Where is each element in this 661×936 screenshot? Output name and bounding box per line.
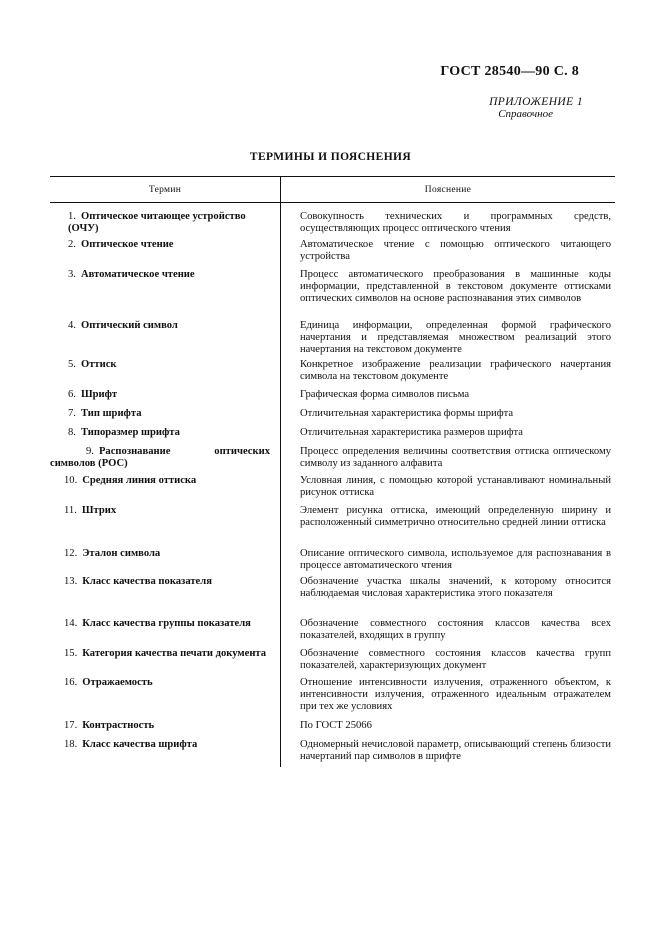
table-row [50, 475, 615, 499]
column-header-explanation: Пояснение [280, 177, 615, 202]
column-header-term: Термин [148, 184, 182, 195]
explanation-cell: Элемент рисунка оттиска, имеющий определенную ширину и расположенный симметрично относительно средней линии оттиска [300, 505, 611, 528]
explanation-cell: Конкретное изображение реализации графического начертания символа на текстовом документе [300, 359, 611, 382]
term-cell [50, 475, 280, 499]
term-cell [50, 648, 280, 672]
page-title: ТЕРМИНЫ И ПОЯСНЕНИЯ [249, 151, 412, 163]
term-text: Тип шрифта [80, 408, 142, 419]
term-text: Класс качества группы показателя [82, 618, 251, 629]
explanation-cell: Обозначение участка шкалы значений, к которому относится наблюдаемая числовая характеристика этого показателя [300, 576, 611, 599]
appendix-sublabel: Справочное [498, 108, 553, 120]
table-row [50, 548, 615, 572]
term-cell [50, 677, 280, 713]
table-row [50, 389, 615, 401]
term-number: 16. [64, 677, 78, 688]
table-row [50, 211, 615, 235]
term-cell [50, 427, 280, 439]
term-text: Класс качества показателя [82, 576, 212, 587]
term-cell [50, 618, 280, 642]
term-number: 2. [68, 239, 76, 250]
term-text: Штрих [81, 505, 117, 516]
term-cell [50, 389, 280, 401]
term-number: 10. [64, 475, 78, 486]
term-number: 5. [68, 359, 76, 370]
table-row [50, 427, 615, 439]
term-text: Категория качества печати документа [82, 648, 267, 659]
term-number: 3. [68, 269, 76, 280]
term-text: Оттиск [80, 359, 117, 370]
term-number: 1. [68, 211, 76, 222]
term-text: Отражаемость [82, 677, 153, 688]
terms-table [50, 176, 615, 767]
explanation-cell: Условная линия, с помощью которой устанавливают номинальный рисунок оттиска [300, 475, 611, 498]
table-row [50, 505, 615, 529]
table-row [50, 648, 615, 672]
explanation-cell: Отношение интенсивности излучения, отраженного объектом, к интенсивности излучения, отраженного идеальным отражателем при тех же условиях [300, 677, 611, 712]
term-number: 18. [64, 739, 78, 750]
term-cell [50, 739, 280, 763]
term-cell [50, 720, 280, 732]
term-number: 4. [68, 320, 76, 331]
term-text: Средняя линия оттиска [82, 475, 197, 486]
table-row [50, 239, 615, 263]
explanation-cell: Единица информации, определенная формой графического начертания и представляемая множеством реализаций этого начертания на текстовом документе [300, 320, 611, 355]
term-text: Класс качества шрифта [82, 739, 198, 750]
term-text: Эталон символа [82, 548, 161, 559]
term-number: 13. [64, 576, 78, 587]
term-cell [50, 211, 280, 235]
term-text: Шрифт [80, 389, 118, 400]
table-row [50, 446, 615, 470]
term-number: 9. [86, 446, 94, 457]
table-body [50, 203, 615, 767]
explanation-cell: Отличительная характеристика размеров шрифта [300, 427, 523, 438]
table-header [50, 177, 615, 203]
term-text: Распознавание оптических символов (РОС) [50, 446, 270, 469]
table-row [50, 720, 615, 732]
term-text: Оптическое чтение [80, 239, 174, 250]
term-number: 6. [68, 389, 76, 400]
explanation-cell: Автоматическое чтение с помощью оптического читающего устройства [300, 239, 611, 262]
term-text: Оптический символ [80, 320, 178, 331]
table-row [50, 320, 615, 356]
term-cell [50, 576, 280, 600]
table-row [50, 359, 615, 383]
explanation-cell: Обозначение совместного состояния классов качества групп показателей, характеризующих документ [300, 648, 611, 671]
term-cell [50, 269, 280, 305]
appendix-label: ПРИЛОЖЕНИЕ 1 [489, 96, 583, 108]
term-number: 14. [64, 618, 78, 629]
term-text: Оптическое читающее устройство (ОЧУ) [68, 211, 246, 234]
explanation-cell: Отличительная характеристика формы шрифта [300, 408, 514, 419]
appendix-block [489, 96, 583, 120]
term-cell [50, 505, 280, 529]
term-cell [50, 239, 280, 263]
table-row [50, 576, 615, 600]
table-row [50, 677, 615, 713]
term-cell [50, 408, 280, 420]
table-row [50, 739, 615, 763]
term-text: Контрастность [82, 720, 155, 731]
table-row [50, 618, 615, 642]
explanation-cell: Описание оптического символа, используемое для распознавания в процессе автоматического чтения [300, 548, 611, 571]
term-cell [50, 548, 280, 572]
explanation-cell: Процесс автоматического преобразования в машинные коды информации, представленной в текстовом документе оттисками оптических символов на основе распознавания этих символов [300, 269, 611, 304]
term-text: Типоразмер шрифта [80, 427, 180, 438]
table-row [50, 269, 615, 305]
explanation-cell: Графическая форма символов письма [300, 389, 470, 400]
explanation-cell: Процесс определения величины соответствия оттиска оптическому символу из заданного алфавита [300, 446, 611, 469]
term-text: Автоматическое чтение [80, 269, 195, 280]
explanation-cell: Одномерный нечисловой параметр, описывающий степень близости начертаний пар символов в шрифте [300, 739, 611, 762]
term-cell [50, 359, 280, 383]
document-reference: ГОСТ 28540—90 С. 8 [440, 64, 579, 79]
term-cell [50, 446, 280, 470]
term-number: 17. [64, 720, 78, 731]
term-number: 7. [68, 408, 76, 419]
term-number: 11. [64, 505, 77, 516]
term-cell [50, 320, 280, 356]
explanation-cell: Совокупность технических и программных средств, осуществляющих процесс оптического чтения [300, 211, 611, 234]
table-row [50, 408, 615, 420]
term-number: 8. [68, 427, 76, 438]
term-number: 15. [64, 648, 78, 659]
term-number: 12. [64, 548, 78, 559]
explanation-cell: Обозначение совместного состояния классов качества всех показателей, входящих в группу [300, 618, 611, 641]
explanation-cell: По ГОСТ 25066 [300, 720, 372, 731]
